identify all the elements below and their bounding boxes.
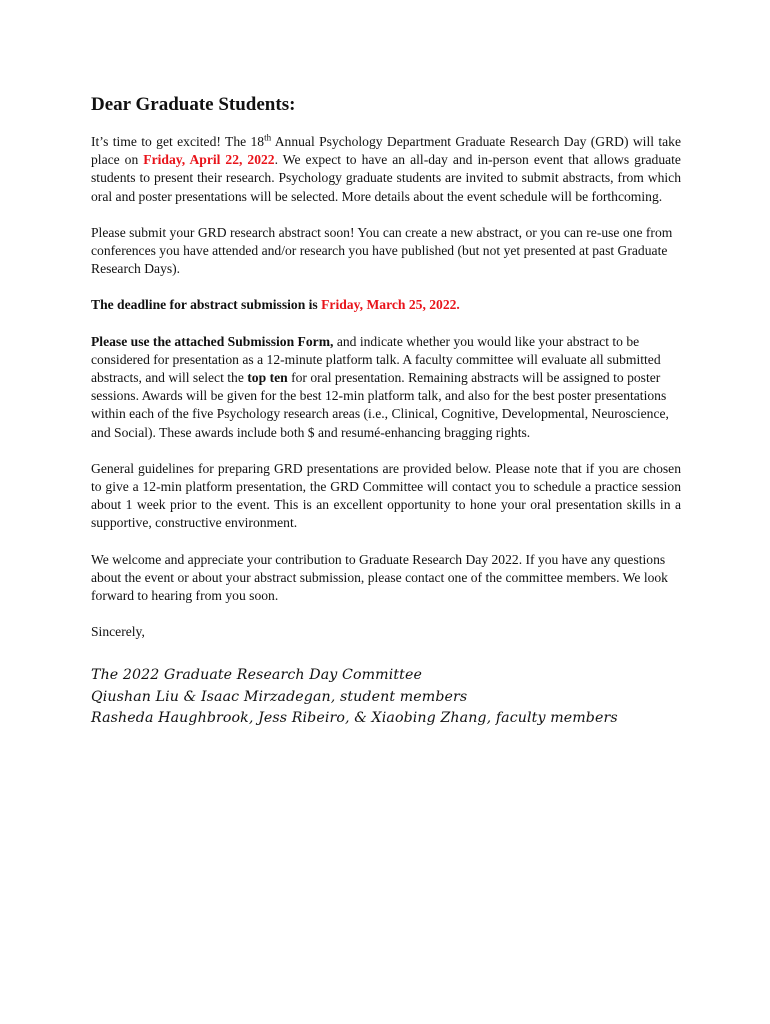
closing-text: Sincerely, bbox=[91, 624, 145, 640]
guidelines-paragraph: General guidelines for preparing GRD presentations are provided below. Please note that if you are chosen to give a 12-min platform presentation, the GRD Committee will contact you to schedule a practice session about 1 week prior to the event. This is an excellent opportunity to hone your oral presentation skills in a supportive, constructive environment. bbox=[91, 460, 681, 531]
submission-text-1: and indicate whether you would like your abstract to be considered for presentation as a 12-minute platform talk. A faculty committee will evaluate all submitted abstracts, and will select the bbox=[91, 333, 661, 386]
submission-form-paragraph bbox=[91, 333, 681, 442]
intro-paragraph bbox=[91, 133, 681, 206]
signature-committee: The 2022 Graduate Research Day Committee bbox=[91, 667, 422, 684]
welcome-paragraph: We welcome and appreciate your contribution to Graduate Research Day 2022. If you have any questions about the event or about your abstract submission, please contact one of the committee members. We look forward to hearing from you soon. bbox=[91, 551, 668, 604]
signature-faculty-members: Rasheda Haughbrook, Jess Ribeiro, & Xiaobing Zhang, faculty members bbox=[91, 710, 618, 727]
signature-block bbox=[91, 665, 681, 730]
top-ten-emphasis: top ten bbox=[247, 370, 288, 386]
submit-paragraph: Please submit your GRD research abstract soon! You can create a new abstract, or you can re-use one from conferences you have attended and/or research you have published (but not yet presented at past Graduate Research Days). bbox=[91, 224, 673, 277]
deadline-label: The deadline for abstract submission is bbox=[91, 297, 322, 313]
intro-text-end: . We expect to have an all-day and in-person event that allows graduate students to present their research. Psychology graduate students are invited to submit abstracts, from which oral and poster presentations will be selected. More details about the event schedule will be forthcoming. bbox=[91, 152, 681, 204]
event-date: Friday, April 22, 2022 bbox=[143, 152, 275, 168]
ordinal-suffix: th bbox=[264, 132, 272, 143]
intro-text-middle: Annual Psychology Department Graduate Research Day (GRD) will take place on bbox=[91, 134, 682, 168]
greeting-heading: Dear Graduate Students: bbox=[91, 94, 296, 115]
deadline-date: Friday, March 25, 2022. bbox=[321, 297, 460, 313]
intro-text-start: It’s time to get excited! The 18 bbox=[91, 134, 265, 149]
letter-body bbox=[91, 93, 681, 730]
submission-form-lead: Please use the attached Submission Form, bbox=[91, 333, 334, 349]
deadline-paragraph bbox=[91, 296, 681, 314]
submission-text-2: for oral presentation. Remaining abstracts will be assigned to poster sessions. Awards will be given for the best 12-min platform talk, and also for the best poster presentations within each of the five Psychology research areas (i.e., Clinical, Cognitive, Developmental, Neuroscience, and Social). These awards include both $ and resumé-enhancing bragging rights. bbox=[91, 370, 669, 440]
signature-student-members: Qiushan Liu & Isaac Mirzadegan, student members bbox=[91, 688, 468, 705]
